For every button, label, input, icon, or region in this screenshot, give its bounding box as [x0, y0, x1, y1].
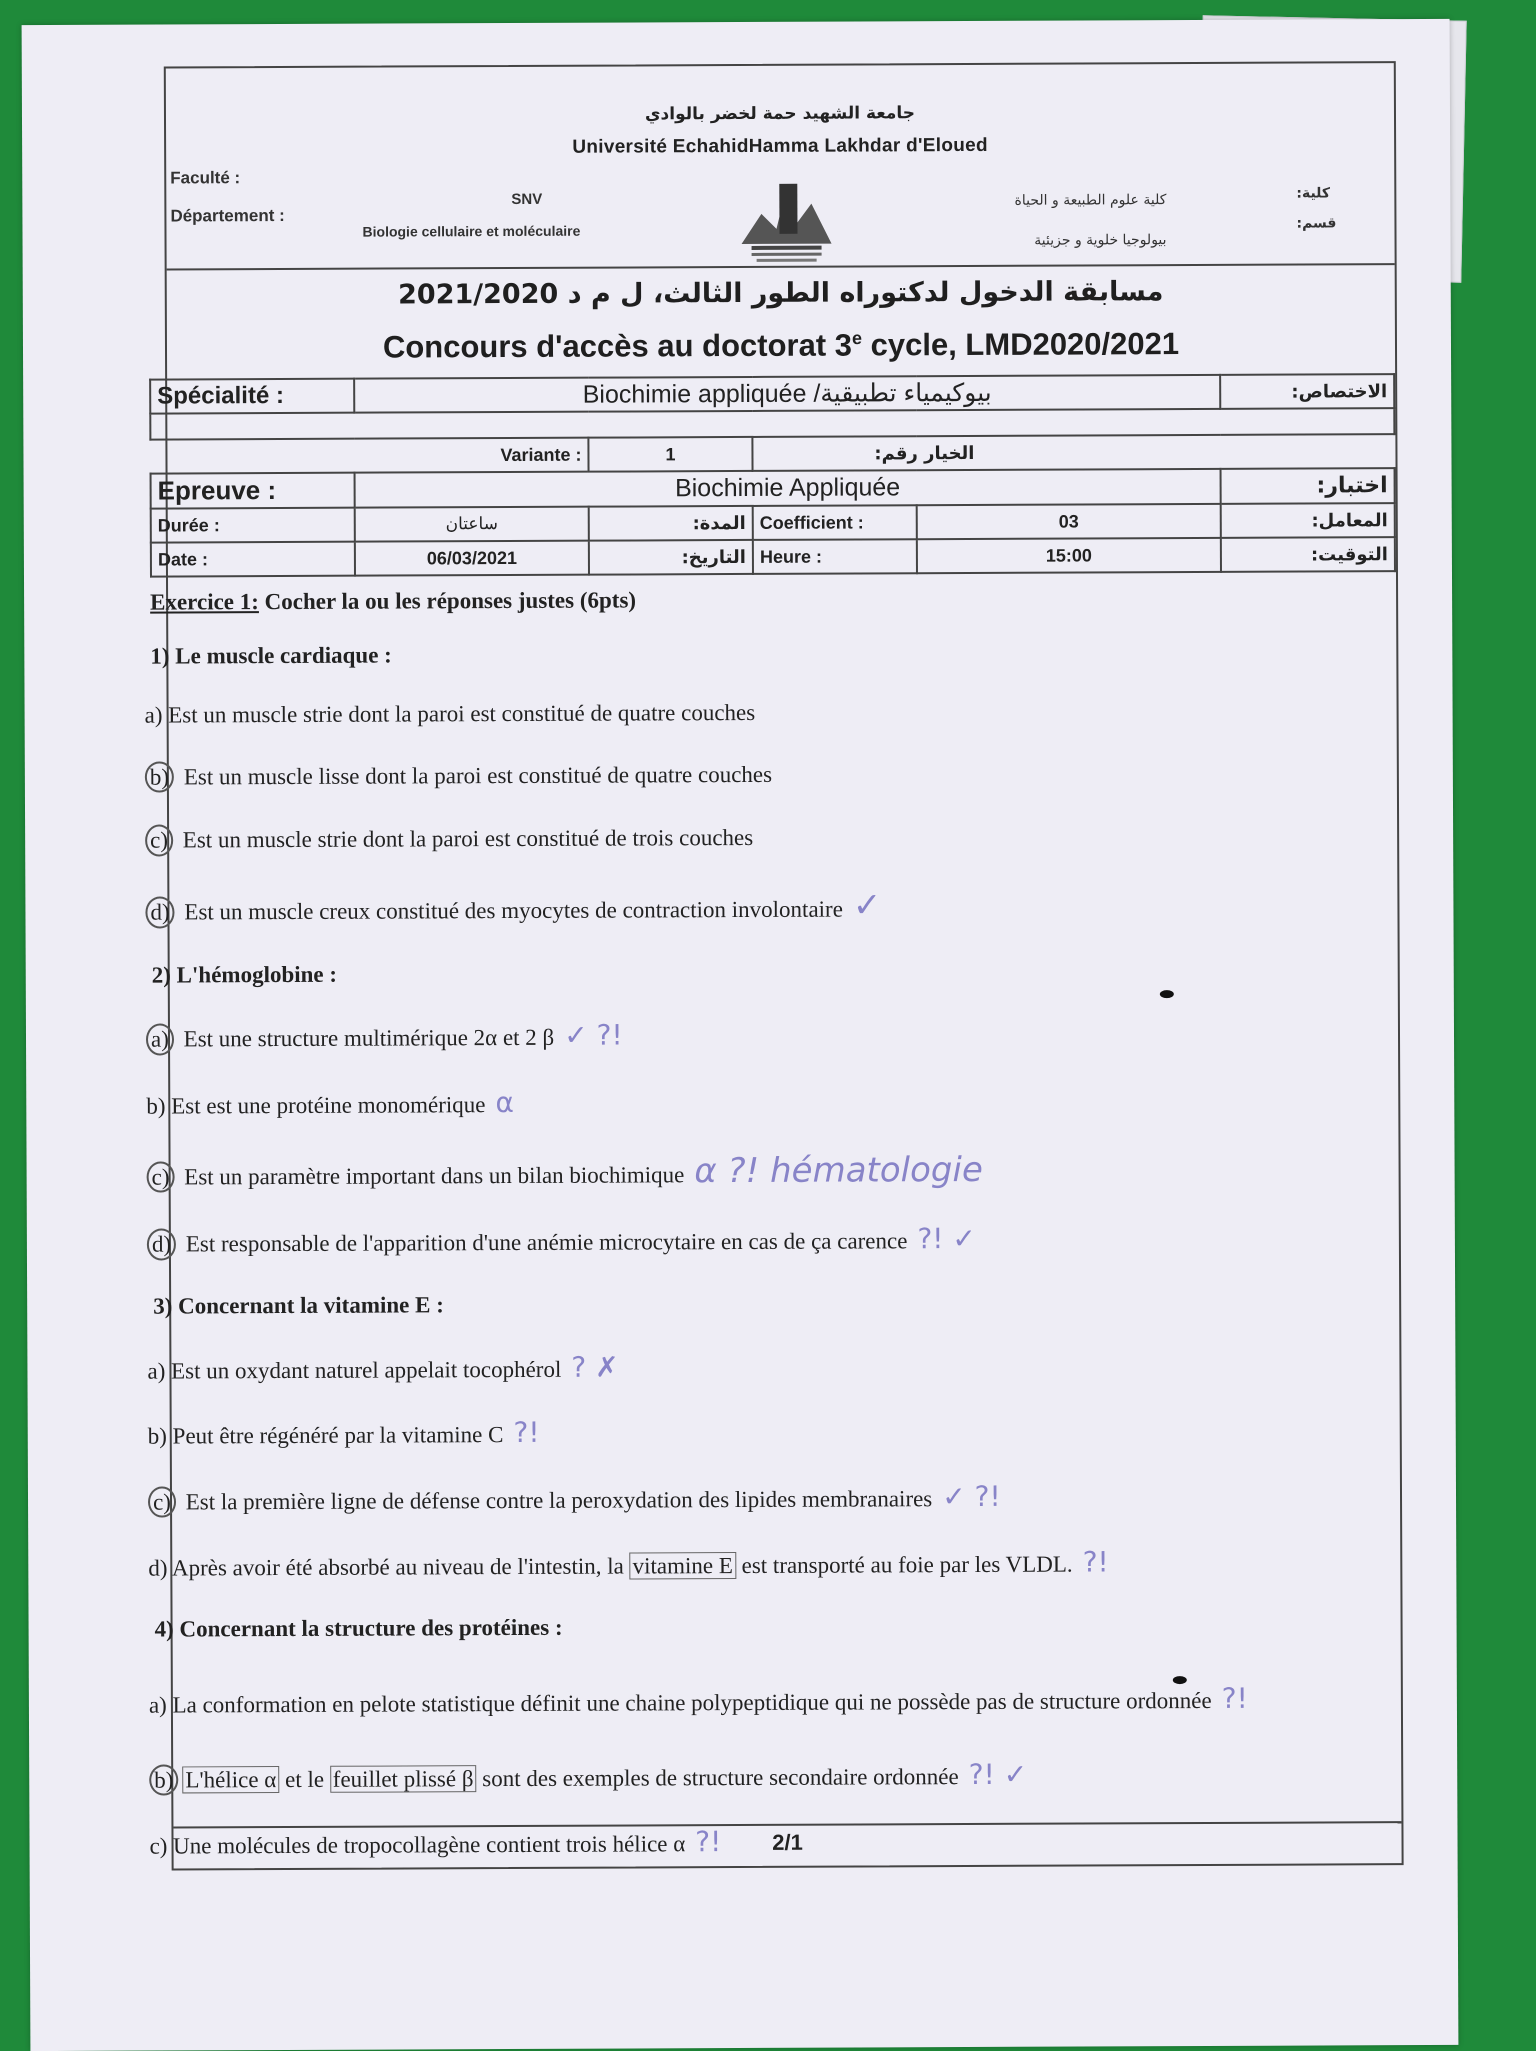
university-logo — [731, 174, 841, 264]
exercise-title: Exercice 1: Cocher la ou les réponses justes (6pts) — [150, 587, 637, 615]
date-label: Date : — [151, 542, 355, 577]
variante-label: Variante : — [150, 438, 588, 474]
title-arabic: مسابقة الدخول لدكتوراه الطور الثالث، ل م د 2021/2020 — [398, 276, 1164, 311]
handwritten-mark: ✓ ?! — [942, 1479, 1001, 1513]
specialite-row — [150, 374, 1394, 413]
departement-value: Biologie cellulaire et moléculaire — [362, 222, 581, 240]
handwritten-mark: ✓ ?! — [564, 1018, 623, 1053]
exam-frame — [144, 61, 1404, 1870]
department-ar-label: قسم: — [1296, 215, 1337, 232]
handwritten-mark: ?! — [1082, 1545, 1109, 1579]
faculty-ar-label: كلية: — [1296, 185, 1331, 202]
university-name-ar: جامعة الشهيد حمة لخضر بالوادي — [644, 103, 916, 125]
boxed-term: L'hélice α — [182, 1766, 279, 1793]
faculte-label: Faculté : — [170, 168, 241, 188]
duree-label: Durée : — [151, 508, 355, 543]
duree-row — [151, 503, 1395, 542]
page-number: 2/1 — [772, 1829, 803, 1855]
q2-option-a[interactable]: a) Est une structure multimérique 2α et 2 β ✓ ?! — [146, 1015, 1396, 1055]
heure-ar-label: التوقيت: — [1221, 537, 1395, 572]
check-mark-icon: ✓ — [852, 885, 882, 926]
specialite-label: Spécialité : — [150, 379, 354, 414]
ink-dot — [1173, 1676, 1187, 1684]
question-2-title: 2) L'hémoglobine : — [151, 961, 338, 988]
handwritten-mark: ?! ✓ — [917, 1222, 976, 1256]
q2-option-d[interactable]: d) Est responsable de l'apparition d'une anémie microcytaire en cas de ça carence ?! ✓ — [147, 1220, 1397, 1260]
q4-option-a[interactable]: a) La conformation en pelote statistique définit une chaine polypeptidique qui ne possède pas de structure ordonnée ?! — [148, 1681, 1248, 1718]
q1-b-circle: b) — [145, 761, 174, 793]
boxed-term: vitamine E — [630, 1552, 736, 1579]
handwritten-mark: ?! — [1221, 1681, 1248, 1715]
variante-ar-label: الخيار رقم: — [752, 434, 1394, 471]
epreuve-label: Epreuve : — [151, 473, 355, 509]
duree-value: ساعتان — [355, 507, 589, 542]
handwritten-mark: α ?! hématologie — [694, 1149, 983, 1191]
handwritten-mark: α — [495, 1085, 515, 1120]
q3-option-a[interactable]: a) Est un oxydant naturel appelait tocophérol ? ✗ — [147, 1350, 619, 1384]
specialite-value: Biochimie appliquée /بيوكيمياء تطبيقية — [354, 375, 1220, 413]
date-ar-label: التاريخ: — [589, 540, 753, 575]
question-1-title: 1) Le muscle cardiaque : — [150, 642, 392, 669]
question-4-title: 4) Concernant la structure des protéines : — [154, 1614, 563, 1642]
variante-row — [150, 434, 1394, 473]
q2-option-b[interactable]: b) Est est une protéine monomérique α — [146, 1085, 515, 1120]
q2-d-circle: d) — [147, 1229, 176, 1261]
q4-option-b[interactable]: b) L'hélice α et le feuillet plissé β sont des exemples de structure secondaire ordonnée ?! ✓ — [149, 1756, 1399, 1796]
question-3-title: 3) Concernant la vitamine E : — [153, 1292, 444, 1319]
q3-option-d[interactable]: d) Après avoir été absorbé au niveau de l'intestin, la vitamine E est transporté au foie par les VLDL. ?! — [148, 1545, 1109, 1581]
q2-c-circle: c) — [147, 1161, 175, 1193]
q1-option-d[interactable]: d) Est un muscle creux constitué des myocytes de contraction involontaire ✓ — [145, 883, 1395, 929]
q1-c-circle: c) — [145, 825, 173, 857]
faculty-ar-value: كلية علوم الطبيعة و الحياة — [1014, 192, 1167, 209]
coefficient-value: 03 — [917, 504, 1221, 539]
q4-b-circle: b) — [149, 1764, 178, 1796]
q3-option-b[interactable]: b) Peut être régénéré par la vitamine C ?! — [147, 1416, 540, 1450]
epreuve-ar-label: اختبار: — [1221, 468, 1395, 504]
q1-d-circle: d) — [145, 896, 174, 928]
variante-value: 1 — [588, 437, 752, 472]
q1-option-a[interactable]: a) Est un muscle strie dont la paroi est constitué de quatre couches — [144, 700, 756, 728]
exam-info-table — [149, 373, 1396, 577]
coefficient-label: Coefficient : — [753, 505, 917, 540]
faculte-value: SNV — [511, 190, 543, 208]
specialite-ar-label: الاختصاص: — [1220, 374, 1394, 409]
q2-option-c[interactable]: c) Est un paramètre important dans un bilan biochimique α ?! hématologie — [147, 1148, 1397, 1194]
q1-option-b[interactable]: b) Est un muscle lisse dont la paroi est constitué de quatre couches — [145, 756, 1395, 793]
q1-option-c[interactable]: c) Est un muscle strie dont la paroi est constitué de trois couches — [145, 820, 1395, 857]
heure-label: Heure : — [753, 539, 917, 574]
boxed-term: feuillet plissé β — [330, 1765, 477, 1793]
q3-option-c[interactable]: c) Est la première ligne de défense contre la peroxydation des lipides membranaires ✓ ?! — [148, 1478, 1398, 1518]
q2-a-circle: a) — [146, 1024, 174, 1056]
ink-dot — [1160, 990, 1174, 998]
handwritten-mark: ? ✗ — [571, 1350, 619, 1384]
exercise-content — [144, 583, 1400, 1893]
epreuve-value: Biochimie Appliquée — [355, 469, 1221, 508]
epreuve-row — [151, 468, 1395, 508]
title-french: Concours d'accès au doctorat 3e cycle, LMD2020/2021 — [382, 326, 1180, 365]
q3-c-circle: c) — [148, 1486, 176, 1518]
handwritten-mark: ?! ✓ — [968, 1757, 1028, 1791]
exam-paper — [22, 19, 1459, 2051]
date-row — [151, 537, 1395, 576]
date-value: 06/03/2021 — [355, 541, 589, 576]
departement-label: Département : — [170, 205, 285, 226]
handwritten-mark: ?! — [513, 1416, 540, 1450]
coefficient-ar-label: المعامل: — [1221, 503, 1395, 538]
department-ar-value: بيولوجيا خلوية و جزيئية — [1034, 232, 1167, 249]
duree-ar-label: المدة: — [589, 506, 753, 541]
university-name-fr: Université EchahidHamma Lakhdar d'Eloued — [572, 134, 988, 158]
q4-option-c[interactable]: c) Une molécules de tropocollagène contient trois hélice α ?! — [149, 1825, 722, 1859]
header — [166, 63, 1395, 270]
heure-value: 15:00 — [917, 538, 1221, 573]
handwritten-mark: ?! — [695, 1825, 722, 1859]
